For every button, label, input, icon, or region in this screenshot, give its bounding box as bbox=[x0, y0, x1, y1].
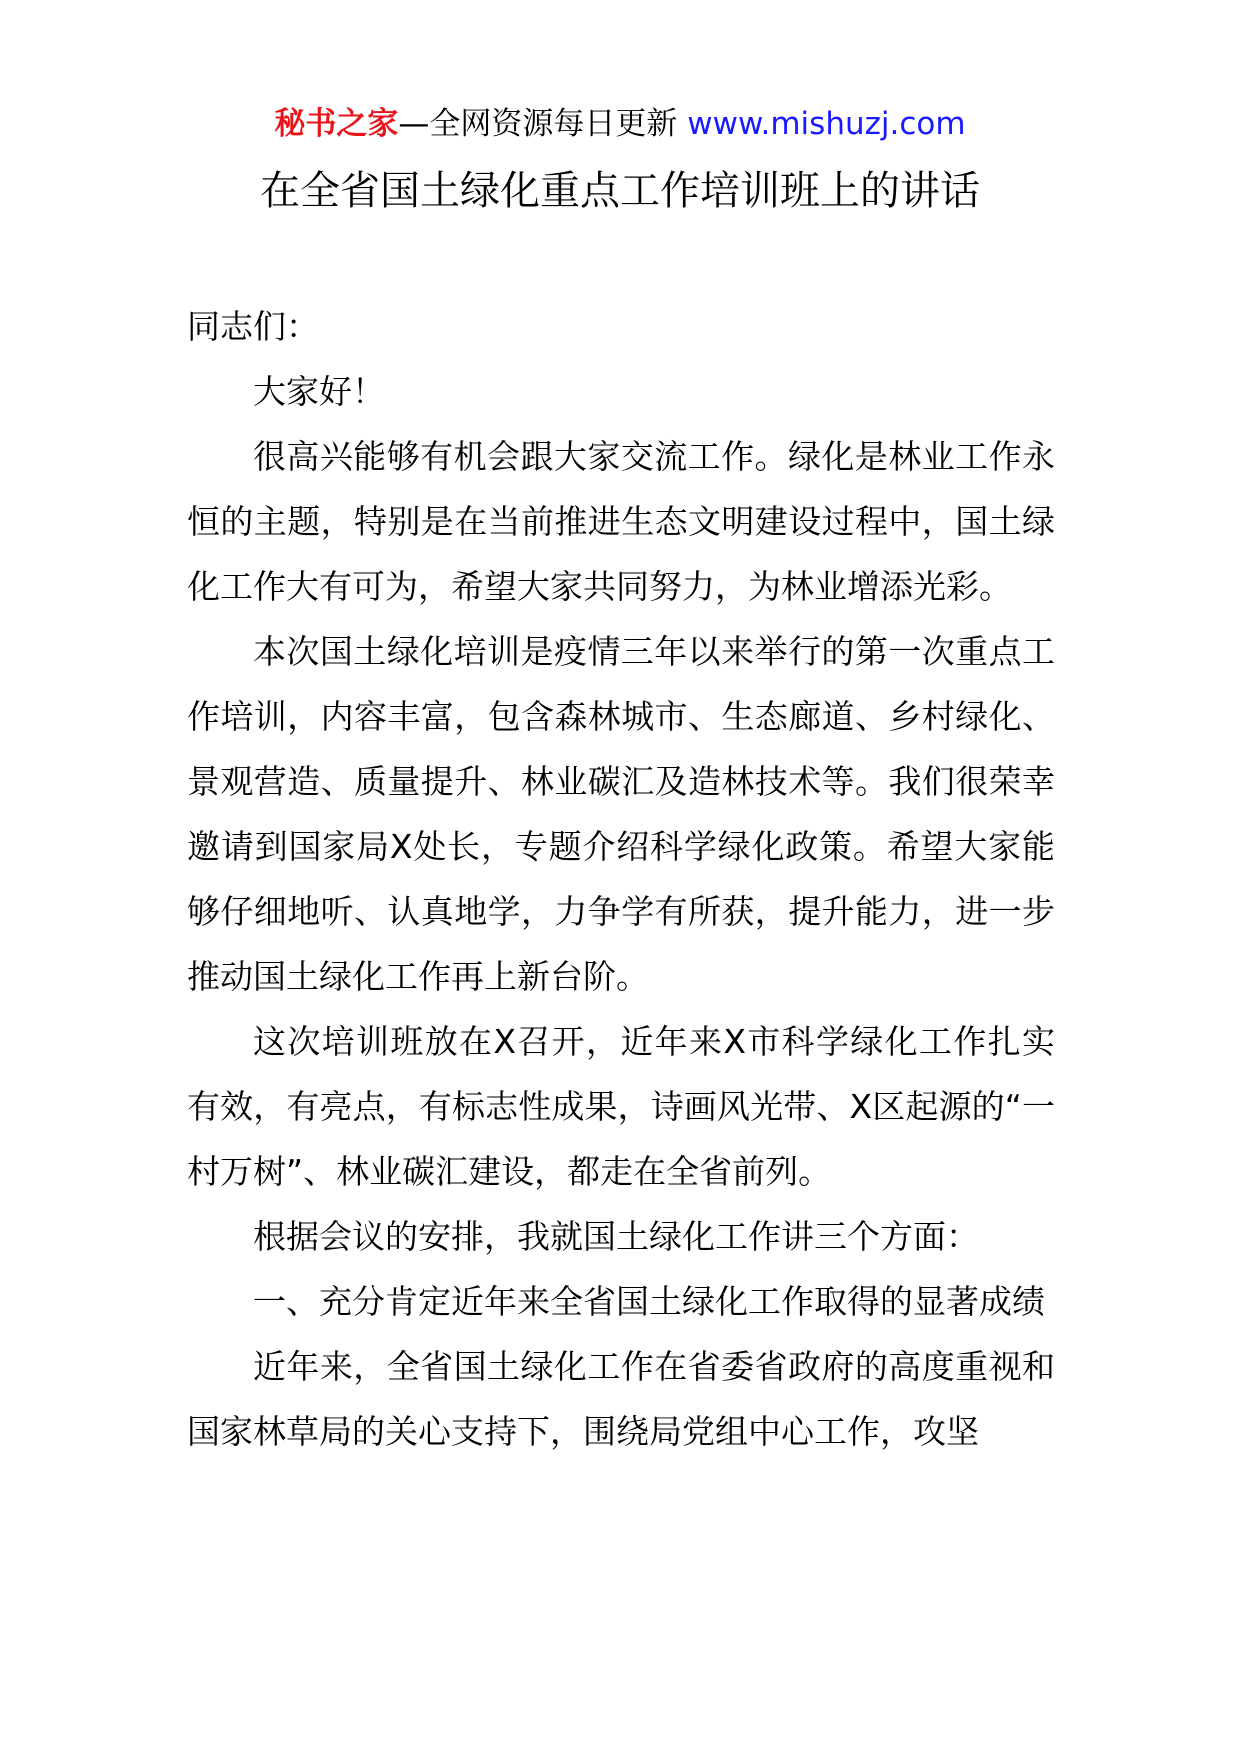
paragraph-training: 本次国土绿化培训是疫情三年以来举行的第一次重点工作培训，内容丰富，包含森林城市、生态廊道、乡村绿化、景观营造、质量提升、林业碳汇及造林技术等。我们很荣幸邀请到国家局X处长，专题介绍科学绿化政策。希望大家能够仔细地听、认真地学，力争学有所获，提升能力，进一步推动国土绿化工作再上新台阶。 bbox=[187, 632, 1055, 996]
paragraph-achievements: 近年来，全省国土绿化工作在省委省政府的高度重视和国家林草局的关心支持下，围绕局党组中心工作，攻坚 bbox=[187, 1347, 1055, 1451]
section-heading-1: 一、充分肯定近年来全省国土绿化工作取得的显著成绩 bbox=[253, 1282, 1045, 1321]
paragraph-agenda: 根据会议的安排，我就国土绿化工作讲三个方面： bbox=[253, 1217, 979, 1256]
document-title: 在全省国土绿化重点工作培训班上的讲话 bbox=[260, 168, 980, 214]
header-slogan: —全网资源每日更新 bbox=[398, 106, 678, 142]
document-body bbox=[187, 294, 1055, 1464]
salutation: 同志们： bbox=[187, 307, 319, 346]
paragraph-intro: 很高兴能够有机会跟大家交流工作。绿化是林业工作永恒的主题，特别是在当前推进生态文明建设过程中，国土绿化工作大有可为，希望大家共同努力，为林业增添光彩。 bbox=[187, 437, 1055, 606]
site-url[interactable]: www.mishuzj.com bbox=[687, 106, 966, 142]
paragraph-venue: 这次培训班放在X召开，近年来X市科学绿化工作扎实有效，有亮点，有标志性成果，诗画风光带、X区起源的“一村万树”、林业碳汇建设，都走在全省前列。 bbox=[187, 1022, 1055, 1191]
site-header bbox=[0, 100, 1240, 148]
brand-name: 秘书之家 bbox=[274, 106, 399, 142]
paragraph-greeting: 大家好！ bbox=[253, 372, 385, 411]
